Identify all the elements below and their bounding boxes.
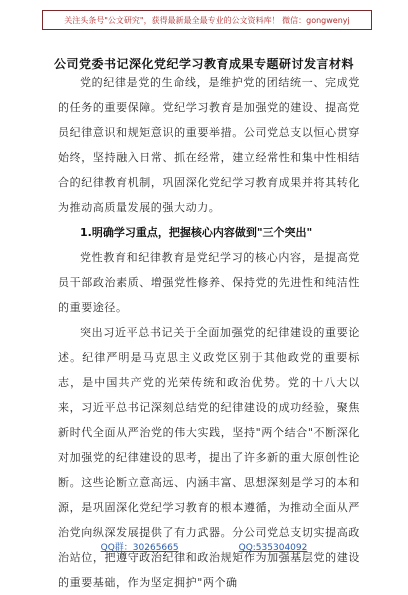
section-heading: 1.明确学习重点，把握核心内容做到"三个突出" [80, 226, 313, 239]
footer [0, 540, 408, 553]
document-title: 公司党委书记深化党纪学习教育成果专题研讨发言材料 [53, 57, 354, 71]
section-paragraph: 突出习近平总书记关于全面加强党的纪律建设的重要论述。纪律严明是马克思主义政党区别于其他政党的重要标志，是中国共产党的光荣传统和政治优势。党的十八大以来，习近平总书记深刻总结党的纪律建设的成功经验，聚焦新时代全面从严治党的伟大实践，坚持"两个结合"不断深化对加强党的纪律建设的思考，提出了许多新的重大原创性论断。这些论断立意高远、内涵丰富、思想深刻是学习的本和源，是巩固深化党纪学习教育的根本遵循，为推动全面从严治党向纵深发展提供了有力武器。分公司党总支切实提高政治站位，把遵守政治纪律和政治规矩作为加强基层党的建设的重要基础，作为坚定拥护"两个确 [58, 326, 360, 589]
top-banner [42, 10, 372, 30]
footer-qq-group[interactable]: QQ群：30265665 [100, 543, 179, 553]
footer-qq[interactable]: QQ:535304092 [238, 543, 308, 553]
banner-text: 关注头条号"公文研究"，获得最新最全最专业的公文资料库！ 微信：gongwenyj [64, 15, 350, 25]
section-paragraph: 党性教育和纪律教育是党纪学习的核心内容，是提高党员干部政治素质、增强党性修养、保持党的先进性和纯洁性的重要途径。 [58, 251, 360, 314]
intro-paragraph: 党的纪律是党的生命线，是维护党的团结统一、完成党的任务的重要保障。党纪学习教育是加强党的建设、提高党员纪律意识和规矩意识的重要举措。公司党总支以恒心贯穿始终，坚持融入日常、抓在经常，建立经常性和集中性相结合的纪律教育机制，巩固深化党纪学习教育成果并将其转化为推动高质量发展的强大动力。 [58, 76, 360, 214]
